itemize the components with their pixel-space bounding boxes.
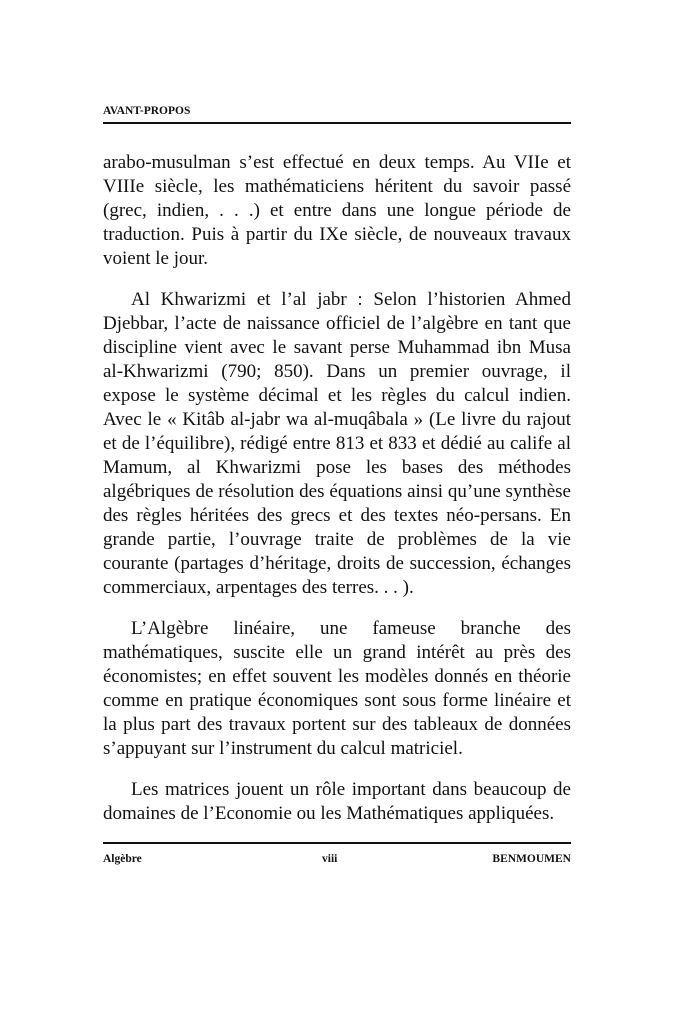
footer-rule xyxy=(103,842,571,844)
text-line: discipline vient avec le savant perse Muhammad ibn Musa xyxy=(103,337,571,358)
page-body xyxy=(103,151,571,843)
running-header: AVANT-PROPOS xyxy=(103,105,191,117)
page-number: viii xyxy=(322,853,338,865)
text-line: arabo-musulman s’est effectué en deux temps. Au VIIe et xyxy=(103,152,571,173)
text-line: algébriques de résolution des équations ainsi qu’une synthèse xyxy=(103,481,571,502)
text-line: Les matrices jouent un rôle important dans beaucoup de xyxy=(131,779,571,800)
header-rule xyxy=(103,122,571,124)
text-line: L’Algèbre linéaire, une fameuse branche des xyxy=(131,618,571,639)
text-line: Avec le « Kitâb al-jabr wa al-muqâbala » (Le livre du rajout xyxy=(103,409,571,430)
text-line: domaines de l’Economie ou les Mathématiques appliquées. xyxy=(103,803,555,824)
text-line: (grec, indien, . . .) et entre dans une longue période de xyxy=(103,200,571,221)
paragraph xyxy=(103,778,571,826)
text-line: la plus part des travaux portent sur des tableaux de données xyxy=(103,714,571,735)
text-line: commerciaux, arpentages des terres. . . ). xyxy=(103,577,414,598)
text-line: voient le jour. xyxy=(103,248,209,269)
text-line: mathématiques, suscite elle un grand intérêt au près des xyxy=(103,642,571,663)
footer-author: BENMOUMEN xyxy=(492,853,571,865)
text-line: al-Khwarizmi (790; 850). Dans un premier ouvrage, il xyxy=(103,361,571,382)
paragraph xyxy=(103,288,571,600)
text-line: des règles héritées des grecs et des textes néo-persans. En xyxy=(103,505,571,526)
text-line: Al Khwarizmi et l’al jabr : Selon l’historien Ahmed xyxy=(131,289,571,310)
paragraph xyxy=(103,151,571,271)
text-line: s’appuyant sur l’instrument du calcul matriciel. xyxy=(103,738,463,759)
text-line: courante (partages d’héritage, droits de succession, échanges xyxy=(103,553,571,574)
text-line: Djebbar, l’acte de naissance officiel de l’algèbre en tant que xyxy=(103,313,571,334)
text-line: VIIIe siècle, les mathématiciens héritent du savoir passé xyxy=(103,176,571,197)
text-line: économistes; en effet souvent les modèles donnés en théorie xyxy=(103,666,571,687)
text-line: traduction. Puis à partir du IXe siècle, de nouveaux travaux xyxy=(103,224,571,245)
text-line: grande partie, l’ouvrage traite de problèmes de la vie xyxy=(103,529,571,550)
text-line: et de l’équilibre), rédigé entre 813 et 833 et dédié au calife al xyxy=(103,433,571,454)
paragraph xyxy=(103,617,571,761)
text-line: comme en pratique économiques sont sous forme linéaire et xyxy=(103,690,571,711)
footer-book-title: Algèbre xyxy=(103,853,142,865)
text-line: Mamum, al Khwarizmi pose les bases des méthodes xyxy=(103,457,571,478)
text-line: expose le système décimal et les règles du calcul indien. xyxy=(103,385,571,406)
